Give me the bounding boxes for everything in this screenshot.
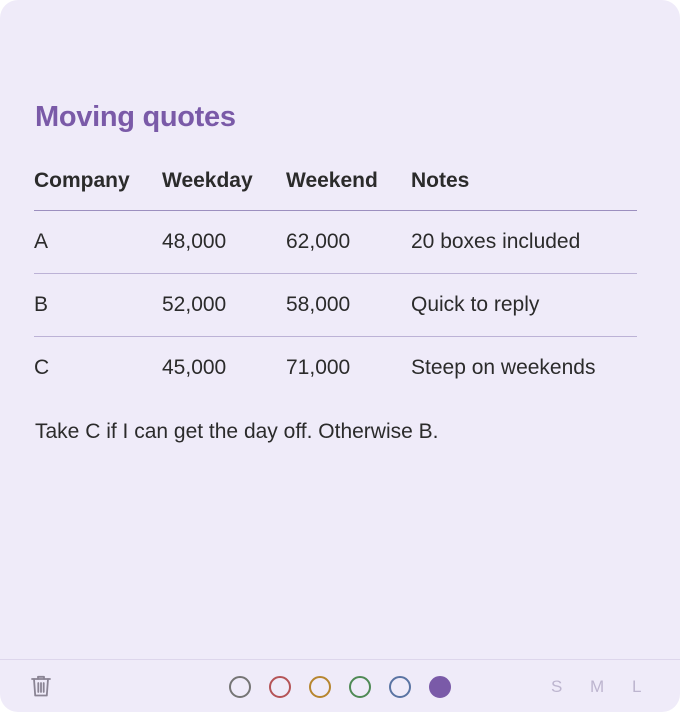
note-footer [0,659,680,712]
color-swatch-purple[interactable] [429,676,451,698]
trash-icon[interactable] [30,674,52,698]
cell-weekday[interactable]: 52,000 [162,273,286,336]
note-title[interactable]: Moving quotes [35,101,236,133]
note-body-text[interactable]: Take C if I can get the day off. Otherwise B. [35,420,439,443]
cell-weekend[interactable]: 62,000 [286,210,411,273]
column-header-notes: Notes [411,150,637,210]
cell-notes[interactable]: Quick to reply [411,273,637,336]
column-header-company: Company [34,150,162,210]
color-swatch-red[interactable] [269,676,291,698]
column-header-weekday: Weekday [162,150,286,210]
table-row [34,273,637,336]
cell-weekday[interactable]: 48,000 [162,210,286,273]
color-swatch-orange[interactable] [309,676,331,698]
cell-weekend[interactable]: 58,000 [286,273,411,336]
cell-notes[interactable]: Steep on weekends [411,355,596,379]
cell-company[interactable]: A [34,210,162,273]
cell-weekend[interactable]: 71,000 [286,355,351,379]
size-small-button[interactable]: S [551,677,563,696]
table-header-row [34,150,637,210]
size-large-button[interactable]: L [632,677,642,696]
quotes-table [34,150,637,399]
cell-weekday[interactable]: 45,000 [162,355,227,379]
cell-notes[interactable]: 20 boxes included [411,210,637,273]
table-row [34,210,637,273]
size-medium-button[interactable]: M [590,677,605,696]
color-swatch-blue[interactable] [389,676,411,698]
cell-company[interactable]: B [34,273,162,336]
color-swatch-green[interactable] [349,676,371,698]
cell-company[interactable]: C [34,355,50,379]
color-swatch-gray[interactable] [229,676,251,698]
column-header-weekend: Weekend [286,150,411,210]
table-row [34,336,637,399]
